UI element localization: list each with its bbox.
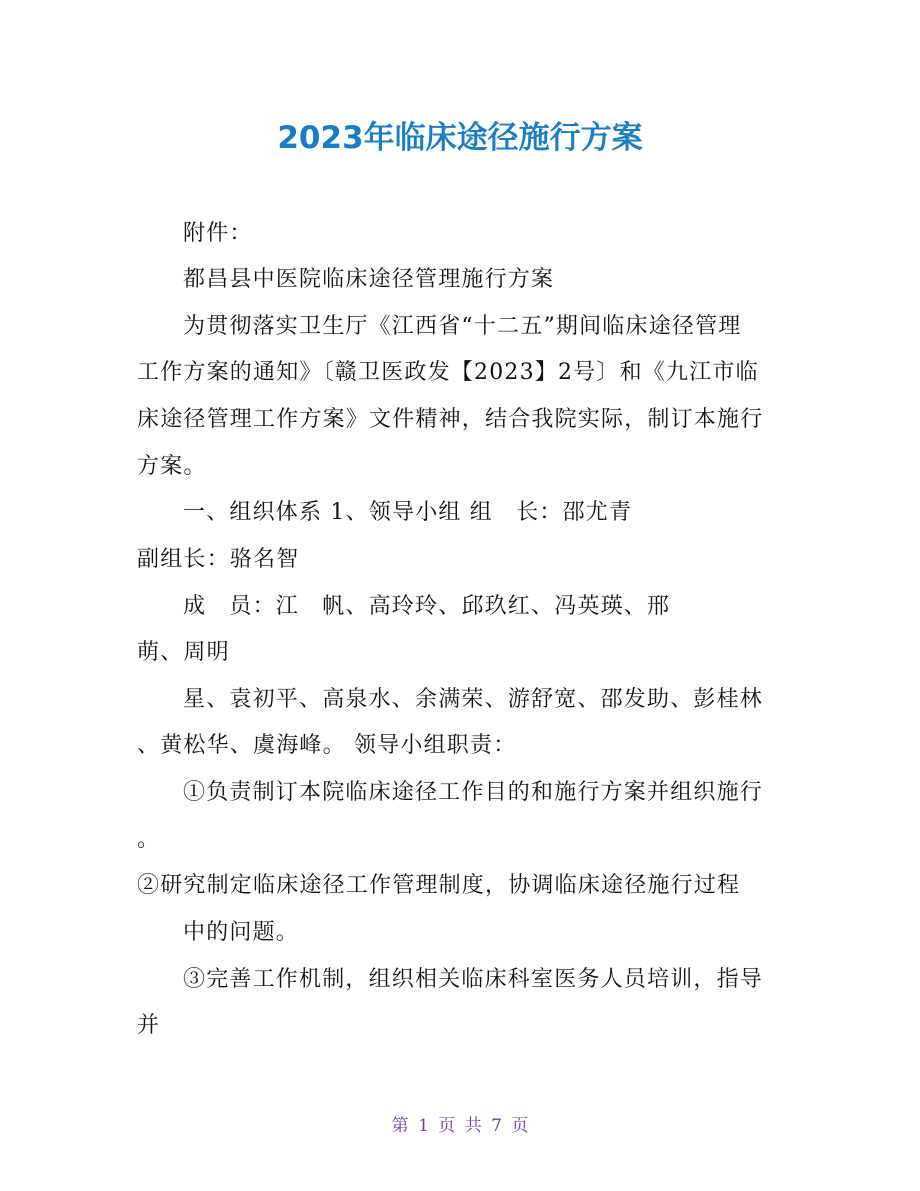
body-line: 为贯彻落实卫生厅《江西省“十二五”期间临床途径管理: [183, 314, 742, 339]
document-title: 2023年临床途径施行方案: [277, 120, 643, 156]
body-line: 成 员：江 帆、高玲玲、邱玖红、冯英瑛、邢: [183, 594, 671, 619]
body-line: 并: [137, 1013, 161, 1038]
body-line: 一、组织体系 1、领导小组 组 长：邵尤青: [183, 500, 633, 525]
body-line: ③完善工作机制，组织相关临床科室医务人员培训，指导: [183, 967, 764, 992]
body-line: 都昌县中医院临床途径管理施行方案: [183, 267, 555, 292]
body-line: ②研究制定临床途径工作管理制度，协调临床途径施行过程: [137, 873, 741, 898]
body-line: 工作方案的通知》〔赣卫医政发【2023】2号〕和《九江市临: [137, 360, 759, 385]
body-line: 。: [137, 827, 161, 852]
body-line: 副组长：骆名智: [137, 547, 300, 572]
body-line: 萌、周明: [137, 640, 230, 665]
body-line: 星、袁初平、高泉水、余满荣、游舒宽、邵发助、彭桂林: [183, 687, 764, 712]
body-line: 、黄松华、虞海峰。 领导小组职责：: [137, 733, 517, 758]
body-line: 中的问题。: [183, 920, 300, 945]
page-indicator: 第 1 页 共 7 页: [391, 1116, 529, 1136]
body-line: 方案。: [137, 454, 207, 479]
body-line: 附件：: [183, 221, 253, 246]
body-line: 床途径管理工作方案》文件精神，结合我院实际，制订本施行: [137, 407, 764, 432]
body-line: ①负责制订本院临床途径工作目的和施行方案并组织施行: [183, 780, 764, 805]
